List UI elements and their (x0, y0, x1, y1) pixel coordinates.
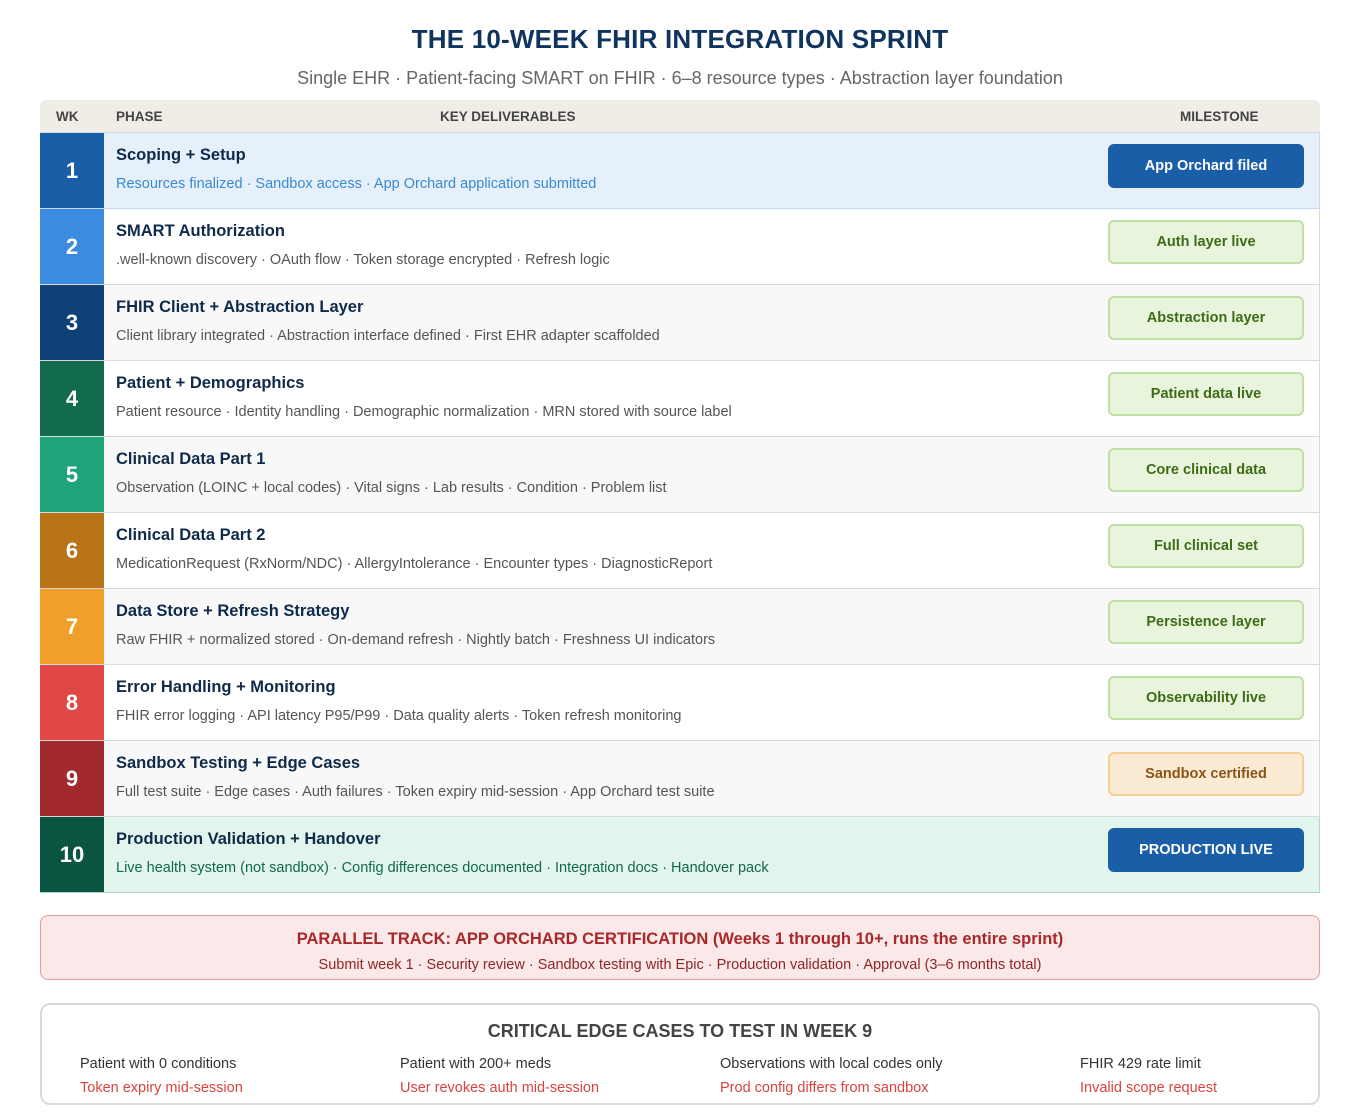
phase-title: Data Store + Refresh Strategy (116, 602, 350, 620)
parallel-track-box (40, 915, 1320, 980)
milestone-badge: Core clinical data (1108, 448, 1304, 492)
week-number: 3 (40, 285, 104, 360)
edge-case-column (720, 1056, 942, 1096)
edge-case-column (80, 1056, 243, 1096)
key-deliverables: Client library integrated · Abstraction interface defined · First EHR adapter scaffolded (116, 328, 660, 344)
key-deliverables: Raw FHIR + normalized stored · On-demand refresh · Nightly batch · Freshness UI indicators (116, 632, 716, 648)
edge-case-item-critical: User revokes auth mid-session (400, 1080, 600, 1096)
week-row (40, 741, 1320, 817)
edge-case-item: Patient with 0 conditions (80, 1056, 237, 1072)
header-phase: PHASE (116, 109, 163, 124)
key-deliverables: Patient resource · Identity handling · Demographic normalization · MRN stored with source label (116, 404, 732, 420)
week-number: 6 (40, 513, 104, 588)
key-deliverables: Resources finalized · Sandbox access · App Orchard application submitted (116, 176, 597, 192)
milestone-badge: Patient data live (1108, 372, 1304, 416)
edge-cases-box (40, 1003, 1320, 1105)
page-subtitle: Single EHR · Patient-facing SMART on FHIR · 6–8 resource types · Abstraction layer foundation (297, 68, 1063, 88)
header-deliverables: KEY DELIVERABLES (440, 109, 576, 124)
table-body (40, 132, 1320, 893)
phase-title: Sandbox Testing + Edge Cases (116, 754, 361, 772)
phase-title: Error Handling + Monitoring (116, 678, 336, 696)
key-deliverables: FHIR error logging · API latency P95/P99 · Data quality alerts · Token refresh monitoring (116, 708, 682, 724)
edge-case-column (1080, 1056, 1217, 1096)
phase-title: SMART Authorization (116, 222, 285, 240)
parallel-track-desc: Submit week 1 · Security review · Sandbox testing with Epic · Production validation · Approval (3–6 months total) (318, 957, 1042, 973)
milestone-badge: Sandbox certified (1108, 752, 1304, 796)
phase-title: Clinical Data Part 1 (116, 450, 266, 468)
week-number: 2 (40, 209, 104, 284)
key-deliverables: MedicationRequest (RxNorm/NDC) · AllergyIntolerance · Encounter types · DiagnosticReport (116, 556, 713, 572)
week-row (40, 132, 1320, 209)
edge-case-item: FHIR 429 rate limit (1080, 1056, 1201, 1072)
edge-case-item: Patient with 200+ meds (400, 1056, 552, 1072)
week-row (40, 437, 1320, 513)
edge-case-item-critical: Token expiry mid-session (80, 1080, 243, 1096)
week-row (40, 817, 1320, 893)
key-deliverables: Live health system (not sandbox) · Config differences documented · Integration docs · Handover pack (116, 860, 769, 876)
phase-title: Patient + Demographics (116, 374, 305, 392)
week-number: 4 (40, 361, 104, 436)
week-number: 8 (40, 665, 104, 740)
phase-title: Scoping + Setup (116, 146, 246, 164)
phase-title: Production Validation + Handover (116, 830, 381, 848)
week-number: 7 (40, 589, 104, 664)
week-row (40, 285, 1320, 361)
phase-title: FHIR Client + Abstraction Layer (116, 298, 364, 316)
parallel-track-title: PARALLEL TRACK: APP ORCHARD CERTIFICATION (Weeks 1 through 10+, runs the entire sprint) (296, 930, 1064, 948)
milestone-badge: Auth layer live (1108, 220, 1304, 264)
key-deliverables: Observation (LOINC + local codes) · Vital signs · Lab results · Condition · Problem list (116, 480, 667, 496)
week-number: 5 (40, 437, 104, 512)
edge-case-item-critical: Invalid scope request (1080, 1080, 1218, 1096)
week-number: 10 (40, 817, 104, 892)
milestone-badge: Persistence layer (1108, 600, 1304, 644)
header-milestone: MILESTONE (1180, 109, 1259, 124)
week-row (40, 209, 1320, 285)
table-header (40, 100, 1320, 132)
page-title: THE 10-WEEK FHIR INTEGRATION SPRINT (411, 24, 949, 54)
sprint-table (40, 100, 1320, 893)
phase-title: Clinical Data Part 2 (116, 526, 266, 544)
week-row (40, 589, 1320, 665)
milestone-badge: Observability live (1108, 676, 1304, 720)
week-number: 9 (40, 741, 104, 816)
milestone-badge: Abstraction layer (1108, 296, 1304, 340)
header-wk: WK (56, 109, 79, 124)
week-row (40, 513, 1320, 589)
milestone-badge: App Orchard filed (1108, 144, 1304, 188)
edge-case-column (400, 1056, 599, 1096)
week-row (40, 361, 1320, 437)
edge-cases-title: CRITICAL EDGE CASES TO TEST IN WEEK 9 (487, 1021, 873, 1041)
milestone-badge: Full clinical set (1108, 524, 1304, 568)
week-row (40, 665, 1320, 741)
edge-case-item: Observations with local codes only (720, 1056, 943, 1072)
edge-case-item-critical: Prod config differs from sandbox (720, 1080, 929, 1096)
milestone-badge: PRODUCTION LIVE (1108, 828, 1304, 872)
key-deliverables: .well-known discovery · OAuth flow · Token storage encrypted · Refresh logic (116, 252, 610, 268)
key-deliverables: Full test suite · Edge cases · Auth failures · Token expiry mid-session · App Orchard test suite (116, 784, 715, 800)
week-number: 1 (40, 133, 104, 208)
